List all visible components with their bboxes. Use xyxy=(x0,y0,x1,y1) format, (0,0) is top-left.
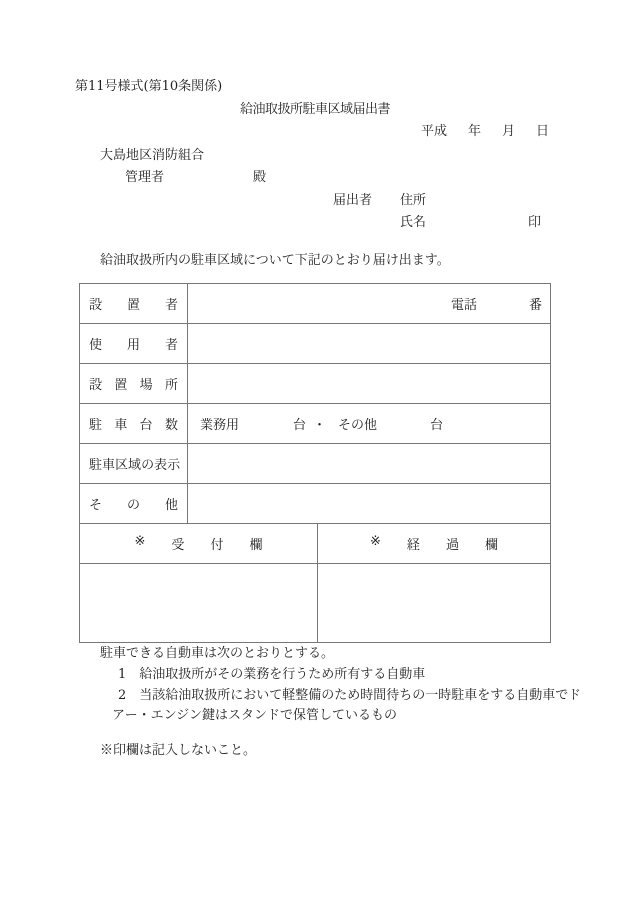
table-row-location xyxy=(80,364,550,404)
installer-value-cell xyxy=(188,284,550,323)
parking-count-label: 駐 車 台 数 xyxy=(89,418,178,433)
area-display-label-cell xyxy=(80,444,188,483)
parking-count-label-cell xyxy=(80,404,188,443)
installer-label-cell xyxy=(80,284,188,323)
date-year-label: 年 xyxy=(467,124,481,139)
location-label-cell xyxy=(80,364,188,403)
other-value-cell xyxy=(188,484,550,523)
notes-item-2-line-2: アー・エンジン鍵はスタンドで保管しているもの xyxy=(112,708,397,723)
area-display-value-cell xyxy=(188,444,550,483)
page-title: 給油取扱所駐車区域届出書 xyxy=(239,102,390,117)
notification-table xyxy=(79,283,551,643)
date-line xyxy=(421,124,549,140)
reception-blank-cell xyxy=(80,564,318,642)
notes-lead-sentence: 駐車できる自動車は次のとおりとする。 xyxy=(100,646,335,661)
user-label: 使 用 者 xyxy=(89,338,178,353)
middle-dot-separator: ・ xyxy=(313,418,327,433)
notes-item-2-line-1: 2 当該給油取扱所において軽整備のため時間待ちの一時駐車をする自動車でド xyxy=(118,688,582,703)
other-label-cell xyxy=(80,484,188,523)
table-row-installer xyxy=(80,284,550,324)
date-day-label: 日 xyxy=(535,124,549,139)
parking-count-value-cell xyxy=(188,404,550,443)
other-use-label: その他 xyxy=(338,418,378,433)
progress-blank-cell xyxy=(318,564,550,642)
table-row-user xyxy=(80,324,550,364)
organization-name: 大島地区消防組合 xyxy=(100,148,205,163)
notes-item-1: 1 給油取扱所がその業務を行うため所有する自動車 xyxy=(118,667,426,682)
installer-label: 設 置 者 xyxy=(89,298,178,313)
user-label-cell xyxy=(80,324,188,363)
date-month-label: 月 xyxy=(501,124,515,139)
location-value-cell xyxy=(188,364,550,403)
other-label: そ の 他 xyxy=(89,498,178,513)
table-row-other xyxy=(80,484,550,524)
phone-label: 電話 xyxy=(450,298,477,313)
manager-label: 管理者 xyxy=(125,170,165,185)
reception-header: ※ 受 付 欄 xyxy=(134,534,263,553)
seal-label: 印 xyxy=(528,215,542,230)
location-label: 設 置 場 所 xyxy=(89,378,178,393)
user-value-cell xyxy=(188,324,550,363)
progress-header-cell xyxy=(318,524,550,563)
table-row-office-blank xyxy=(80,564,550,642)
business-unit-label: 台 xyxy=(293,418,307,433)
honorific-label: 殿 xyxy=(253,170,267,185)
other-unit-label: 台 xyxy=(430,418,444,433)
asterisk-footnote: ※印欄は記入しないこと。 xyxy=(100,743,257,758)
table-row-office-headers xyxy=(80,524,550,564)
phone-number-suffix: 番 xyxy=(528,298,542,313)
form-number: 第11号様式(第10条関係) xyxy=(75,79,223,94)
progress-header: ※ 経 過 欄 xyxy=(370,534,498,553)
reception-header-cell xyxy=(80,524,318,563)
business-use-label: 業務用 xyxy=(200,418,240,433)
area-display-label: 駐 車 区 域 の 表 示 xyxy=(89,458,181,473)
intro-sentence: 給油取扱所内の駐車区域について下記のとおり届け出ます。 xyxy=(100,253,450,268)
table-row-area-display xyxy=(80,444,550,484)
phone-group xyxy=(451,294,550,313)
date-era-label: 平成 xyxy=(421,124,448,139)
notifier-label: 届出者 xyxy=(333,193,373,208)
name-label: 氏名 xyxy=(400,215,427,230)
address-label: 住所 xyxy=(400,193,427,208)
table-row-parking-count xyxy=(80,404,550,444)
